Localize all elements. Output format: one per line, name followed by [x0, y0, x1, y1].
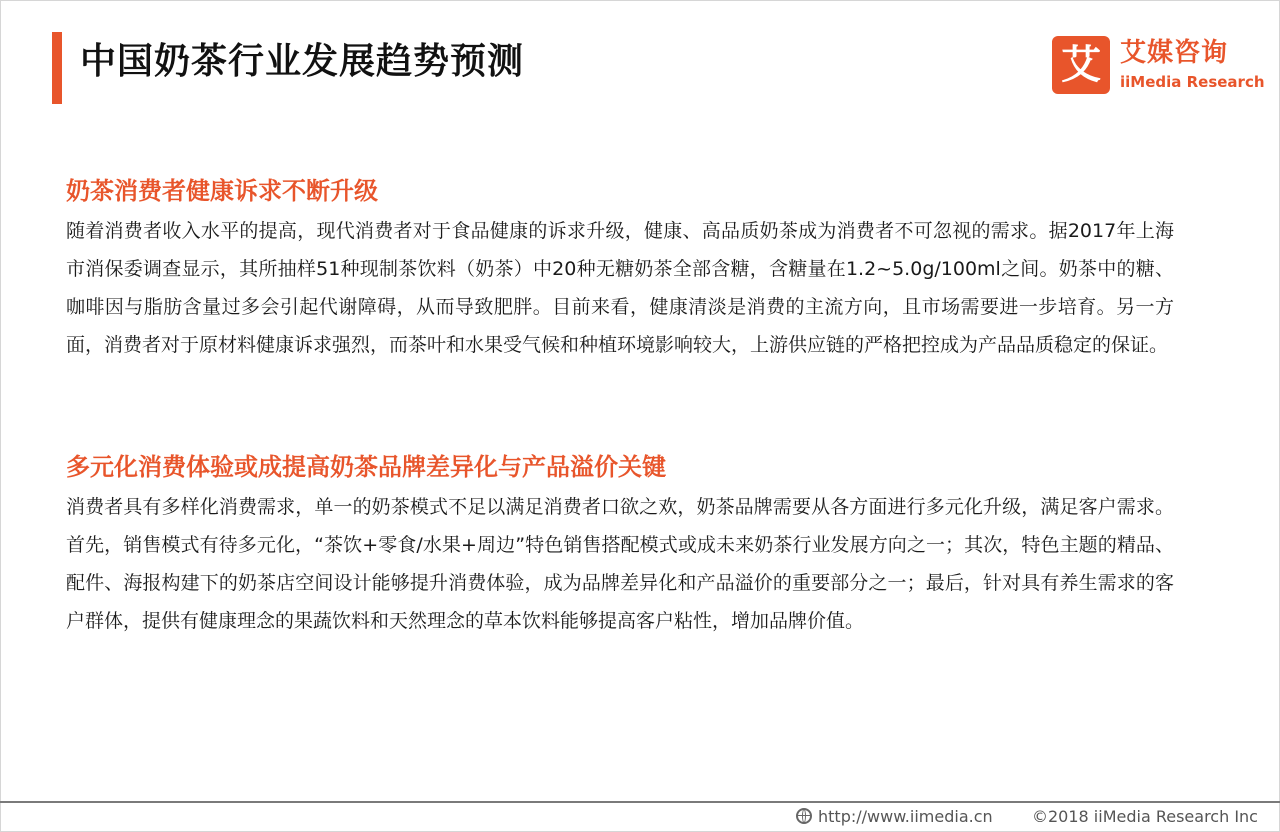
section-diversified-experience [66, 448, 1174, 640]
section-health-demand [66, 172, 1174, 364]
section-body: 随着消费者收入水平的提高，现代消费者对于食品健康的诉求升级，健康、高品质奶茶成为消费者不可忽视的需求。据2017年上海市消保委调查显示，其所抽样51种现制茶饮料（奶茶）中20种无糖奶茶全部含糖，含糖量在1.2~5.0g/100ml之间。奶茶中的糖、咖啡因与脂肪含量过多会引起代谢障碍，从而导致肥胖。目前来看，健康清淡是消费的主流方向，且市场需要进一步培育。另一方面，消费者对于原材料健康诉求强烈，而茶叶和水果受气候和种植环境影响较大，上游供应链的严格把控成为产品品质稳定的保证。 [66, 220, 1174, 356]
footer-divider [0, 801, 1280, 803]
page-title: 中国奶茶行业发展趋势预测 [80, 41, 525, 82]
logo-chinese-name: 艾媒咨询 [1120, 38, 1229, 68]
section-heading: 多元化消费体验或成提高奶茶品牌差异化与产品溢价关键 [66, 453, 666, 481]
section-body: 消费者具有多样化消费需求，单一的奶茶模式不足以满足消费者口欲之欢，奶茶品牌需要从各方面进行多元化升级，满足客户需求。首先，销售模式有待多元化，“茶饮+零食/水果+周边”特色销售搭配模式或成未来奶茶行业发展方向之一；其次，特色主题的精品、配件、海报构建下的奶茶店空间设计能够提升消费体验，成为品牌差异化和产品溢价的重要部分之一；最后，针对具有养生需求的客户群体，提供有健康理念的果蔬饮料和天然理念的草本饮料能够提高客户粘性，增加品牌价值。 [66, 496, 1174, 632]
footer-copyright: ©2018 iiMedia Research Inc [1032, 807, 1258, 826]
iimedia-logo [1052, 36, 1265, 96]
title-accent-bar [52, 32, 62, 104]
footer-url[interactable] [796, 804, 993, 830]
logo-mark: 艾 [1052, 36, 1110, 94]
logo-english-name: iiMedia Research [1120, 73, 1265, 91]
footer-url-text[interactable]: http://www.iimedia.cn [818, 807, 993, 826]
globe-icon [796, 808, 812, 824]
section-heading: 奶茶消费者健康诉求不断升级 [66, 177, 378, 205]
